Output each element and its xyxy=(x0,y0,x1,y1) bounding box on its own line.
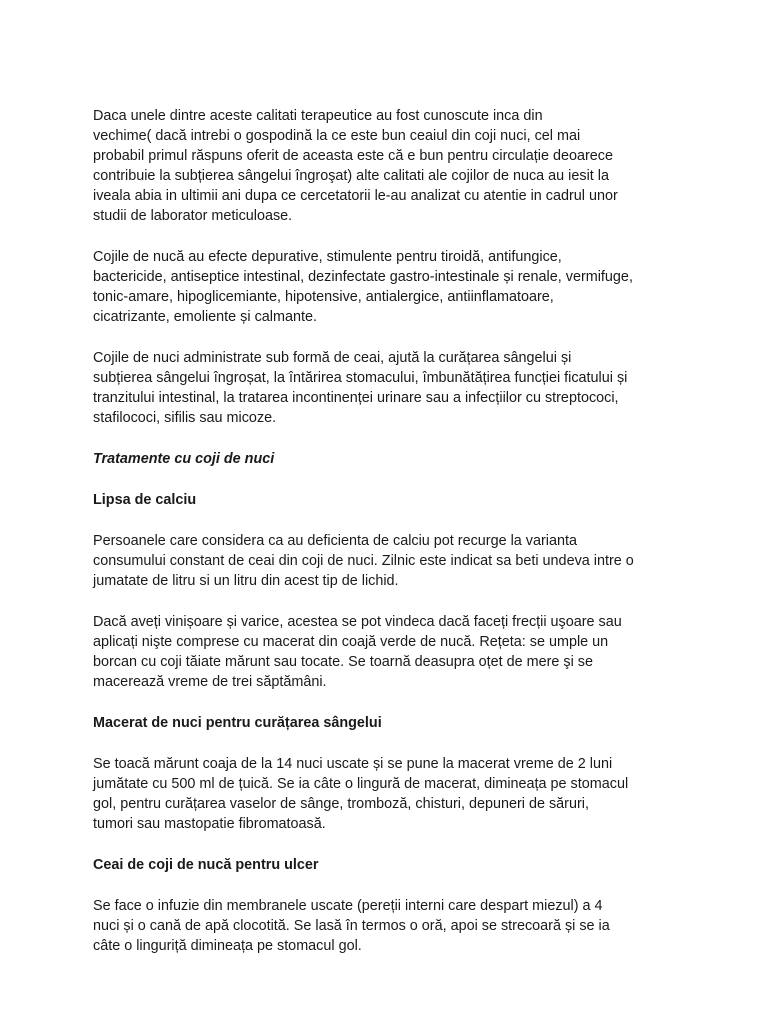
text-line: bactericide, antiseptice intestinal, dezinfectate gastro-intestinale și renale, vermifuge, xyxy=(93,269,633,285)
text-line: jumătate cu 500 ml de țuică. Se ia câte o lingură de macerat, dimineața pe stomacul xyxy=(93,776,629,792)
heading-calcium: Lipsa de calciu xyxy=(93,492,197,508)
text-line: jumatate de litru si un litru din acest tip de lichid. xyxy=(93,573,399,589)
calcium-paragraph xyxy=(93,531,683,591)
text-line: tumori sau mastopatie fibromatoasă. xyxy=(93,816,326,832)
text-line: câte o linguriță dimineața pe stomacul gol. xyxy=(93,938,362,954)
text-line: tonic-amare, hipoglicemiante, hipotensive, antialergice, antiinflamatoare, xyxy=(93,289,554,305)
ulcer-paragraph xyxy=(93,896,683,956)
text-line: Cojile de nuci administrate sub formă de ceai, ajută la curățarea sângelui și xyxy=(93,350,572,366)
text-line: tranzitului intestinal, la tratarea incontinenței urinare sau a infecțiilor cu streptococi, xyxy=(93,390,619,406)
effects-paragraph xyxy=(93,247,683,327)
text-line: contribuie la subțierea sângelui îngroşat) alte calitati ale cojilor de nuca au iesit la xyxy=(93,168,609,184)
intro-paragraph xyxy=(93,106,683,226)
heading-ulcer: Ceai de coji de nucă pentru ulcer xyxy=(93,857,319,873)
text-line: studii de laborator meticuloase. xyxy=(93,208,293,224)
text-line: Daca unele dintre aceste calitati terapeutice au fost cunoscute inca din xyxy=(93,108,543,124)
text-line: Dacă aveți vinișoare și varice, acestea se pot vindeca dacă faceți frecții uşoare sau xyxy=(93,614,622,630)
heading-treatments: Tratamente cu coji de nuci xyxy=(93,451,275,467)
text-line: Persoanele care considera ca au deficienta de calciu pot recurge la varianta xyxy=(93,533,577,549)
text-line: macerează vreme de trei săptămâni. xyxy=(93,674,327,690)
heading-macerat: Macerat de nuci pentru curățarea sângelui xyxy=(93,715,382,731)
text-line: Se toacă mărunt coaja de la 14 nuci uscate și se pune la macerat vreme de 2 luni xyxy=(93,756,613,772)
text-line: Se face o infuzie din membranele uscate (pereții interni care despart miezul) a 4 xyxy=(93,898,603,914)
varicose-paragraph xyxy=(93,612,683,692)
text-line: iveala abia in ultimii ani dupa ce cercetatorii le-au analizat cu atentie in cadrul unor xyxy=(93,188,618,204)
text-line: gol, pentru curățarea vaselor de sânge, tromboză, chisturi, depuneri de săruri, xyxy=(93,796,589,812)
text-line: consumului constant de ceai din coji de nuci. Zilnic este indicat sa beti undeva intre o xyxy=(93,553,634,569)
text-line: nuci și o cană de apă clocotită. Se lasă în termos o oră, apoi se strecoară și se ia xyxy=(93,918,610,934)
text-line: subțierea sângelui îngroșat, la întărirea stomacului, îmbunătățirea funcției ficatului și xyxy=(93,370,628,386)
text-line: borcan cu coji tăiate mărunt sau tocate. Se toarnă deasupra oțet de mere şi se xyxy=(93,654,593,670)
tea-use-paragraph xyxy=(93,348,683,428)
text-line: cicatrizante, emoliente și calmante. xyxy=(93,309,317,325)
text-line: stafilococi, sifilis sau micoze. xyxy=(93,410,277,426)
text-line: probabil primul răspuns oferit de aceasta este că e bun pentru circulație deoarece xyxy=(93,148,613,164)
text-line: aplicați nişte comprese cu macerat din coajă verde de nucă. Rețeta: se umple un xyxy=(93,634,609,650)
text-line: Cojile de nucă au efecte depurative, stimulente pentru tiroidă, antifungice, xyxy=(93,249,562,265)
text-line: vechime( dacă intrebi o gospodină la ce este bun ceaiul din coji nuci, cel mai xyxy=(93,128,581,144)
macerat-paragraph xyxy=(93,754,683,834)
document-body xyxy=(93,106,683,977)
